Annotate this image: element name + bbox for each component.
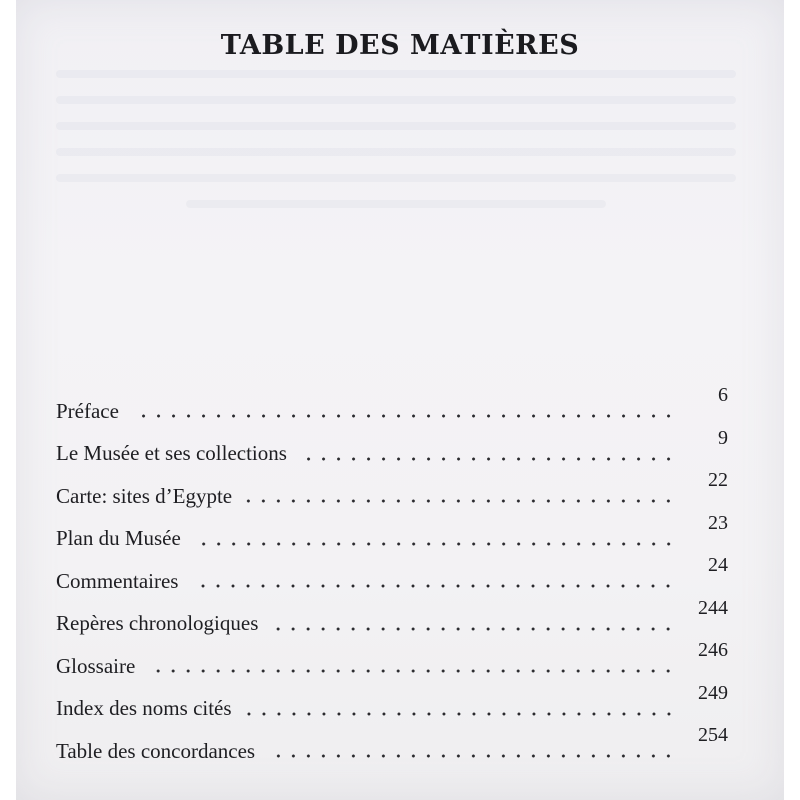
page-title: TABLE DES MATIÈRES <box>220 30 580 61</box>
toc-entry-title: Carte: sites d’Egypte <box>56 483 233 508</box>
dot-leader <box>244 498 676 504</box>
toc-entry-page: 23 <box>708 511 728 534</box>
toc-entry <box>56 426 728 476</box>
toc-entry-page: 6 <box>718 384 728 406</box>
show-through-text <box>56 174 736 182</box>
show-through-text <box>56 122 736 130</box>
toc-entry-title: Plan du Musée <box>56 526 181 551</box>
toc-entry-title: Le Musée et ses collections <box>56 441 287 466</box>
show-through-text <box>56 70 736 78</box>
toc-entry <box>56 596 728 646</box>
dot-leader <box>131 413 676 419</box>
toc-entry-page: 24 <box>708 554 728 576</box>
dot-leader <box>270 626 676 632</box>
dot-leader <box>147 668 676 674</box>
toc-entry <box>56 724 728 773</box>
toc-entry <box>56 639 728 688</box>
toc-entry-page: 249 <box>698 681 728 704</box>
dot-leader <box>299 456 676 462</box>
book-page <box>16 0 784 800</box>
show-through-text <box>56 148 736 156</box>
dot-leader <box>193 541 676 547</box>
show-through-text <box>186 200 606 208</box>
toc-entry-page: 246 <box>698 639 728 661</box>
toc-entry <box>56 384 728 433</box>
toc-entry-title: Commentaires <box>56 568 179 593</box>
toc-entry-page: 22 <box>708 469 728 491</box>
toc-entry-page: 9 <box>718 426 728 449</box>
toc-entry <box>56 511 728 561</box>
toc-entry <box>56 554 728 603</box>
toc-entry-title: Table des concordances <box>56 738 256 763</box>
toc-entry <box>56 681 728 731</box>
dot-leader <box>244 711 676 717</box>
table-of-contents <box>56 384 728 773</box>
toc-entry <box>56 469 728 518</box>
toc-entry-title: Repères chronologiques <box>56 611 259 636</box>
dot-leader <box>190 583 676 589</box>
toc-entry-title: Préface <box>56 398 119 423</box>
toc-entry-title: Glossaire <box>56 653 136 678</box>
toc-entry-title: Index des noms cités <box>56 696 232 721</box>
show-through-text <box>56 96 736 104</box>
toc-entry-page: 254 <box>698 724 728 746</box>
toc-entry-page: 244 <box>698 596 728 619</box>
dot-leader <box>267 753 676 759</box>
